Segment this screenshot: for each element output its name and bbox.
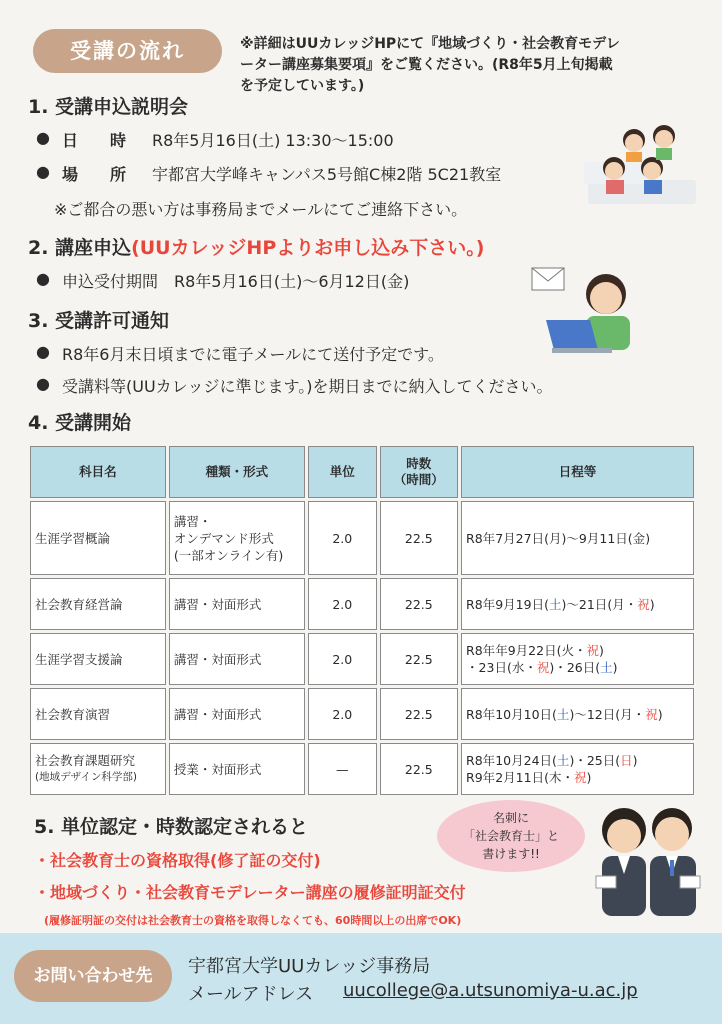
hours-cell: 22.5 xyxy=(380,688,458,740)
subject-cell xyxy=(30,743,166,795)
hours-cell: 22.5 xyxy=(380,633,458,685)
credit-cell: — xyxy=(308,743,377,795)
table-row xyxy=(30,501,694,575)
bubble-line: 名刺に xyxy=(492,811,529,825)
benefit-line-1: ・社会教育士の資格取得(修了証の交付) xyxy=(34,851,321,870)
section-2-title-red: (UUカレッジHPよりお申し込み下さい。) xyxy=(131,237,485,259)
bubble-line: 「社会教育士」と xyxy=(462,829,559,843)
schedule-line: R9年2月11日(木・祝) xyxy=(466,770,592,785)
schedule-cell: R8年9月19日(土)〜21日(月・祝) xyxy=(461,578,694,630)
section-1-note: ※ご都合の悪い方は事務局までメールにてご連絡下さい。 xyxy=(54,200,468,219)
table-header-row xyxy=(30,446,694,498)
header-note-line: ーター講座募集要項』をご覧ください。(R8年5月上旬掲載 xyxy=(240,57,613,73)
subject-sub: (地域デザイン科学部) xyxy=(35,771,137,783)
subject-cell: 社会教育経営論 xyxy=(30,578,166,630)
schedule-line: R8年10月24日(土)・25日(日) xyxy=(466,753,638,768)
bullet-icon: ● xyxy=(36,342,50,361)
section-4-title: 4. 受講開始 xyxy=(28,412,132,434)
schedule-cell: R8年10月10日(土)〜12日(月・祝) xyxy=(461,688,694,740)
contact-email-link[interactable]: uucollege@a.utsunomiya-u.ac.jp xyxy=(343,980,638,1001)
credit-cell: 2.0 xyxy=(308,688,377,740)
header-note xyxy=(240,34,710,97)
schedule-cell: R8年7月27日(月)〜9月11日(金) xyxy=(461,501,694,575)
benefit-line-2: ・地域づくり・社会教育モデレーター講座の履修証明証交付 xyxy=(34,883,466,902)
bullet-icon: ● xyxy=(36,374,50,393)
schedule-line: R8年年9月22日(火・祝) xyxy=(466,643,604,658)
bullet-icon: ● xyxy=(36,269,50,288)
section-1-title: 1. 受講申込説明会 xyxy=(28,96,189,118)
hours-cell: 22.5 xyxy=(380,743,458,795)
benefit-note: (履修証明証の交付は社会教育士の資格を取得しなくても、60時間以上の出席でOK) xyxy=(44,914,462,927)
type-cell: 講習・対面形式 xyxy=(169,688,305,740)
table-row xyxy=(30,633,694,685)
credit-cell: 2.0 xyxy=(308,633,377,685)
place-label: 場 所 xyxy=(62,165,127,184)
subject-cell: 社会教育演習 xyxy=(30,688,166,740)
col-schedule: 日程等 xyxy=(461,446,694,498)
subject-name: 社会教育課題研究 xyxy=(35,753,136,768)
bullet-icon: ● xyxy=(36,162,50,181)
contact-mail-label: メールアドレス xyxy=(188,984,314,1005)
laptop-person-illustration xyxy=(528,262,640,358)
table-row xyxy=(30,578,694,630)
subject-cell: 生涯学習支援論 xyxy=(30,633,166,685)
section-pill-flow: 受講の流れ xyxy=(33,29,222,73)
credit-cell: 2.0 xyxy=(308,501,377,575)
table-row xyxy=(30,743,694,795)
date-value: R8年5月16日(土) 13:30〜15:00 xyxy=(152,131,394,150)
credit-cell: 2.0 xyxy=(308,578,377,630)
hours-cell: 22.5 xyxy=(380,578,458,630)
type-line: (一部オンライン有) xyxy=(173,547,284,563)
date-label: 日 時 xyxy=(62,131,127,150)
place-value: 宇都宮大学峰キャンパス5号館C棟2階 5C21教室 xyxy=(152,165,502,184)
hours-cell: 22.5 xyxy=(380,501,458,575)
col-subject: 科目名 xyxy=(30,446,166,498)
col-hours xyxy=(380,446,458,498)
type-line: オンデマンド形式 xyxy=(173,530,274,546)
col-type: 種類・形式 xyxy=(169,446,305,498)
section-5-title: 5. 単位認定・時数認定されると xyxy=(34,816,309,838)
business-people-illustration xyxy=(592,800,704,918)
schedule-table xyxy=(27,443,697,798)
bubble-line: 書けます!! xyxy=(482,847,540,861)
subject-cell: 生涯学習概論 xyxy=(30,501,166,575)
type-line: 講習・ xyxy=(173,513,212,529)
header-note-line: を予定しています。) xyxy=(240,78,365,94)
section-2-title-text: 2. 講座申込 xyxy=(28,237,132,259)
type-cell xyxy=(169,501,305,575)
application-period: 申込受付期間 R8年5月16日(土)〜6月12日(金) xyxy=(62,272,410,291)
col-hours-unit: （時間） xyxy=(393,472,444,487)
section-2-title xyxy=(28,233,484,260)
contact-office: 宇都宮大学UUカレッジ事務局 xyxy=(188,956,431,977)
fee-item: 受講料等(UUカレッジに準じます。)を期日までに納入してください。 xyxy=(62,377,553,396)
type-cell: 授業・対面形式 xyxy=(169,743,305,795)
bullet-icon: ● xyxy=(36,128,50,147)
contact-pill: お問い合わせ先 xyxy=(14,950,172,1002)
type-cell: 講習・対面形式 xyxy=(169,633,305,685)
speech-bubble xyxy=(437,800,585,872)
schedule-line: ・23日(水・祝)・26日(土) xyxy=(466,660,618,675)
header-note-line: ※詳細はUUカレッジHPにて『地域づくり・社会教育モデレ xyxy=(240,36,620,52)
type-cell: 講習・対面形式 xyxy=(169,578,305,630)
col-hours-label: 時数 xyxy=(406,456,432,471)
schedule-cell xyxy=(461,633,694,685)
schedule-cell xyxy=(461,743,694,795)
col-credit: 単位 xyxy=(308,446,377,498)
section-3-title: 3. 受講許可通知 xyxy=(28,310,170,332)
notification-item: R8年6月末日頃までに電子メールにて送付予定です。 xyxy=(62,345,444,364)
mail-icon xyxy=(532,268,564,290)
table-row xyxy=(30,688,694,740)
students-illustration xyxy=(582,118,700,214)
